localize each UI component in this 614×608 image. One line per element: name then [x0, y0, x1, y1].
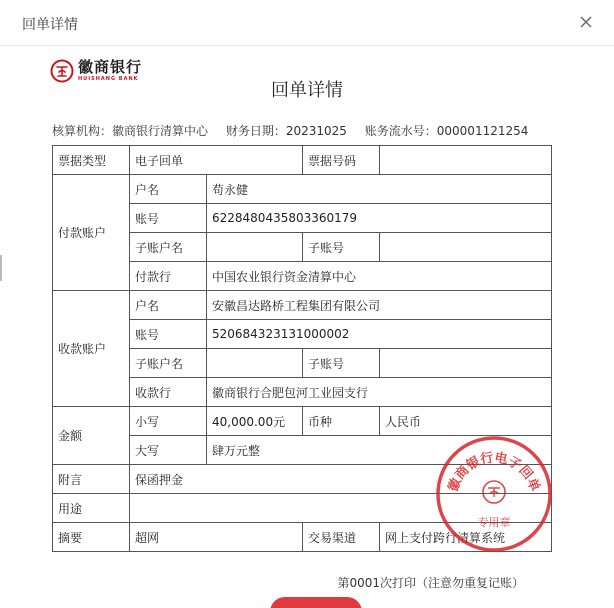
payee-bank-label: 收款行	[130, 378, 207, 407]
payer-sub-name-value	[207, 233, 303, 262]
currency-label: 币种	[303, 407, 380, 436]
amount-lower-value: 40,000.00元	[207, 407, 303, 436]
payer-account-value: 6228480435803360179	[207, 204, 552, 233]
stamp-text-bottom: 专用章	[477, 516, 511, 529]
bill-type-value: 电子回单	[130, 146, 303, 175]
payee-bank-value: 徽商银行合肥包河工业园支行	[207, 378, 552, 407]
payee-name-value: 安徽昌达路桥工程集团有限公司	[207, 291, 552, 320]
table-row	[53, 407, 552, 436]
payer-bank-label: 付款行	[130, 262, 207, 291]
channel-label: 交易渠道	[303, 523, 380, 552]
summary-value: 超网	[130, 523, 303, 552]
accounting-date-text: 财务日期：20231025	[225, 124, 347, 138]
official-stamp	[434, 434, 554, 554]
table-row	[53, 175, 552, 204]
remark-label: 附言	[53, 465, 130, 494]
payee-sub-name-label: 子账户名	[130, 349, 207, 378]
bank-name-en: HUISHANG BANK	[78, 76, 139, 82]
payer-bank-value: 中国农业银行资金清算中心	[207, 262, 552, 291]
payee-account-value: 520684323131000002	[207, 320, 552, 349]
window-edge-marker	[0, 255, 2, 281]
purpose-label: 用途	[53, 494, 130, 523]
channel-value: 网上支付跨行清算系统	[380, 523, 552, 552]
amount-upper-value: 肆万元整	[207, 436, 552, 465]
bill-type-label: 票据类型	[53, 146, 130, 175]
amount-upper-label: 大写	[130, 436, 207, 465]
table-row	[53, 291, 552, 320]
currency-value: 人民币	[380, 407, 552, 436]
payee-sub-account-label: 子账号	[303, 349, 380, 378]
serial-no-text: 账务流水号：000001121254	[364, 124, 529, 138]
payer-sub-account-value	[380, 233, 552, 262]
document-meta	[52, 122, 528, 139]
remark-value: 保函押金	[130, 465, 552, 494]
payer-group-label: 付款账户	[53, 175, 130, 291]
modal-title: 回单详情	[22, 17, 78, 33]
payer-name-value: 苟永健	[207, 175, 552, 204]
print-button[interactable]	[270, 597, 362, 608]
amount-lower-label: 小写	[130, 407, 207, 436]
payee-group-label: 收款账户	[53, 291, 130, 407]
summary-label: 摘要	[53, 523, 130, 552]
stamp-text-top: 徽商银行电子回单	[445, 450, 543, 494]
payer-sub-account-label: 子账号	[303, 233, 380, 262]
amount-group-label: 金额	[53, 407, 130, 465]
payee-sub-account-value	[380, 349, 552, 378]
close-icon[interactable]	[576, 12, 596, 32]
payer-name-label: 户名	[130, 175, 207, 204]
institution-text: 核算机构：徽商银行清算中心	[52, 124, 209, 138]
payee-name-label: 户名	[130, 291, 207, 320]
bill-no-label: 票据号码	[303, 146, 380, 175]
bill-no-value	[380, 146, 552, 175]
payer-account-label: 账号	[130, 204, 207, 233]
payee-account-label: 账号	[130, 320, 207, 349]
payer-sub-name-label: 子账户名	[130, 233, 207, 262]
document-title: 回单详情	[271, 80, 343, 101]
table-row	[53, 146, 552, 175]
print-count-note: 第0001次打印（注意勿重复记账）	[337, 576, 524, 590]
payee-sub-name-value	[207, 349, 303, 378]
bank-name-cn: 徽商银行	[78, 58, 143, 76]
svg-text:徽商银行电子回单	[445, 450, 543, 494]
modal-header	[0, 0, 614, 46]
